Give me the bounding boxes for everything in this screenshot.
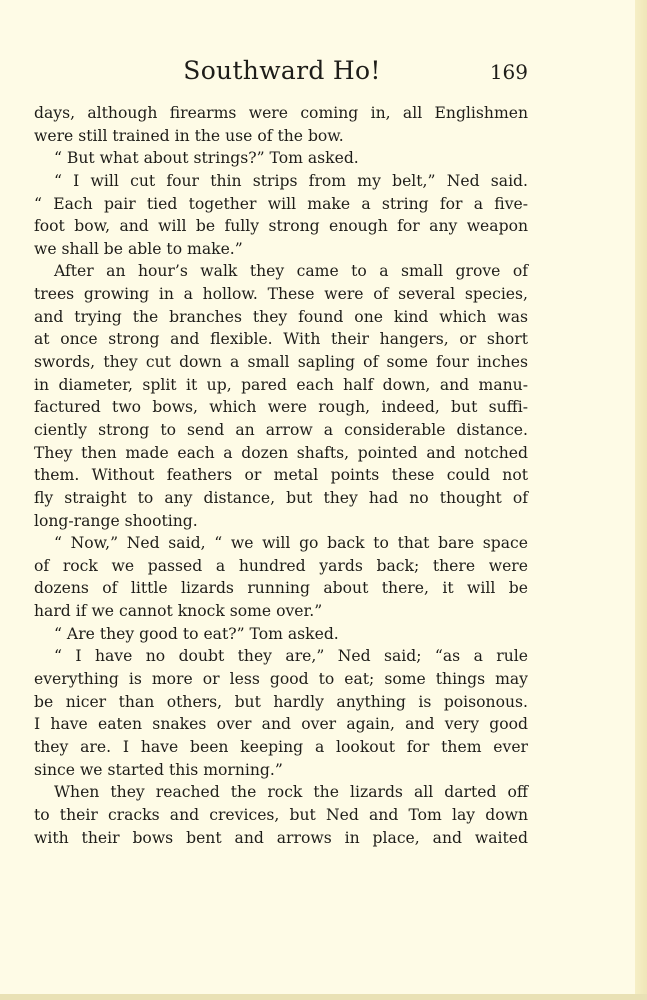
text-line: After an hour’s walk they came to a small grove of [54, 262, 528, 281]
text-line: everything is more or less good to eat; some things may [34, 670, 528, 689]
text-line: be nicer than others, but hardly anything is poisonous. [34, 692, 528, 711]
text-line: hard if we cannot knock some over.” [34, 602, 323, 621]
text-line: “ Each pair tied together will make a string for a five- [34, 194, 528, 213]
text-line: with their bows bent and arrows in place, and waited [34, 828, 528, 847]
text-line: long-range shooting. [34, 511, 198, 530]
text-line: were still trained in the use of the bow. [34, 126, 344, 145]
text-line: since we started this morning.” [34, 760, 283, 779]
page-bottom-edge [0, 994, 647, 1000]
text-line: dozens of little lizards running about there, it will be [34, 579, 528, 598]
text-line: “ But what about strings?” Tom asked. [54, 149, 359, 168]
text-line: in diameter, split it up, pared each half down, and manu- [34, 375, 528, 394]
body-text [34, 102, 528, 849]
text-line: fly straight to any distance, but they had no thought of [34, 488, 528, 507]
text-line: trees growing in a hollow. These were of several species, [34, 285, 528, 304]
text-line: we shall be able to make.” [34, 239, 243, 258]
text-line: “ I will cut four thin strips from my belt,” Ned said. [54, 171, 528, 190]
text-line: They then made each a dozen shafts, pointed and notched [34, 443, 528, 462]
text-line: “ I have no doubt they are,” Ned said; “as a rule [54, 647, 528, 666]
text-line: When they reached the rock the lizards all darted off [54, 783, 528, 802]
text-line: them. Without feathers or metal points these could not [34, 466, 528, 485]
text-line: factured two bows, which were rough, indeed, but suffi- [34, 398, 528, 417]
text-line: and trying the branches they found one kind which was [34, 307, 528, 326]
text-line: ciently strong to send an arrow a considerable distance. [34, 420, 528, 439]
text-line: I have eaten snakes over and over again, and very good [34, 715, 528, 734]
page-number: 169 [489, 60, 528, 84]
text-line: at once strong and flexible. With their hangers, or short [34, 330, 528, 349]
text-line: “ Now,” Ned said, “ we will go back to that bare space [54, 534, 528, 553]
text-line: swords, they cut down a small sapling of some four inches [34, 353, 528, 372]
text-line: “ Are they good to eat?” Tom asked. [54, 624, 339, 643]
text-line: days, although firearms were coming in, all Englishmen [34, 104, 528, 122]
running-title: Southward Ho! [183, 56, 381, 85]
page-edge-shadow [635, 0, 647, 1000]
text-line: they are. I have been keeping a lookout for them ever [34, 737, 528, 756]
page-header [34, 56, 530, 96]
text-line: to their cracks and crevices, but Ned and Tom lay down [34, 805, 528, 824]
text-line: foot bow, and will be fully strong enough for any weapon [34, 217, 528, 236]
text-line: of rock we passed a hundred yards back; there were [34, 556, 528, 575]
